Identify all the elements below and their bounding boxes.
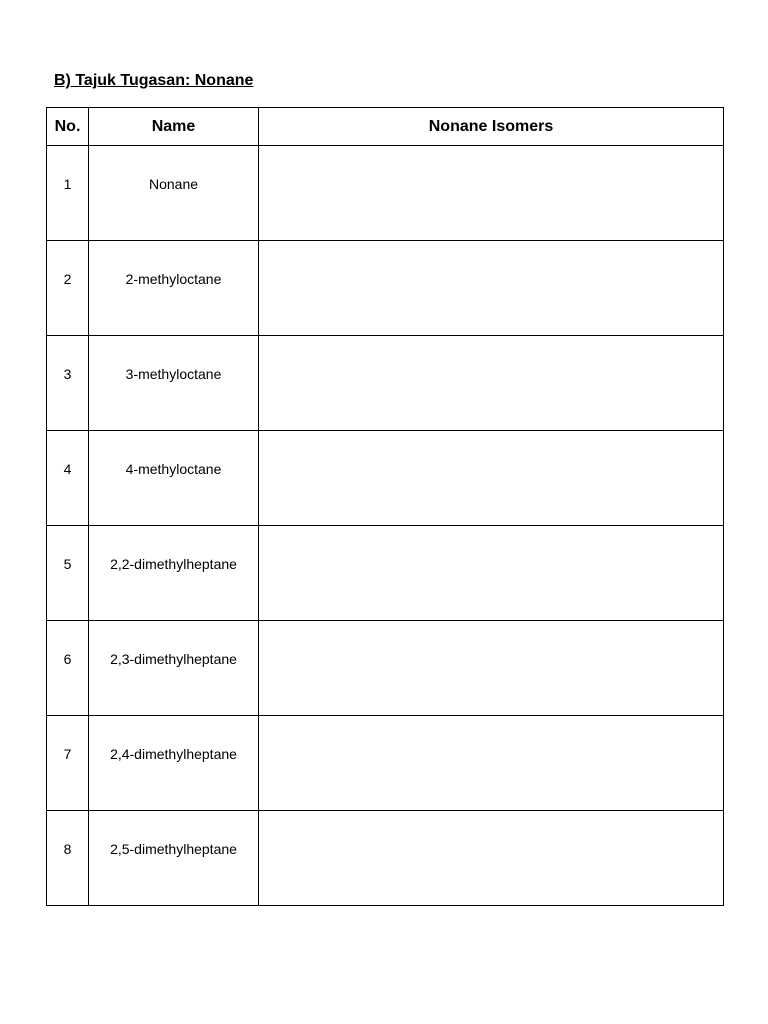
isomer-name: 2,4-dimethylheptane xyxy=(110,746,237,762)
table-row xyxy=(47,336,724,431)
table-row xyxy=(47,431,724,526)
isomer-structure xyxy=(259,146,723,176)
row-number-cell xyxy=(47,336,89,431)
table-row xyxy=(47,526,724,621)
header-name: Name xyxy=(89,108,259,146)
row-number-cell xyxy=(47,146,89,241)
row-number-cell xyxy=(47,811,89,906)
row-number: 3 xyxy=(63,366,72,382)
isomer-structure xyxy=(259,431,723,461)
isomer-name-cell xyxy=(89,431,259,526)
isomer-structure xyxy=(259,336,723,366)
row-number: 2 xyxy=(63,271,72,287)
isomer-name-cell xyxy=(89,621,259,716)
isomer-name-cell xyxy=(89,526,259,621)
isomer-name-cell xyxy=(89,146,259,241)
row-number-cell xyxy=(47,526,89,621)
isomer-name: 2,3-dimethylheptane xyxy=(110,651,237,667)
header-no: No. xyxy=(47,108,89,146)
isomer-structure-cell[interactable] xyxy=(259,146,724,241)
isomer-structure xyxy=(259,526,723,556)
row-number-cell xyxy=(47,241,89,336)
row-number: 5 xyxy=(63,556,72,572)
isomer-structure-cell[interactable] xyxy=(259,336,724,431)
isomer-structure-cell[interactable] xyxy=(259,241,724,336)
isomer-structure-cell[interactable] xyxy=(259,716,724,811)
row-number: 8 xyxy=(63,841,72,857)
header-nonane-isomers: Nonane Isomers xyxy=(259,108,724,146)
row-number: 4 xyxy=(63,461,72,477)
isomer-structure xyxy=(259,621,723,651)
isomer-structure xyxy=(259,241,723,271)
table-row xyxy=(47,811,724,906)
row-number-cell xyxy=(47,431,89,526)
isomer-name: Nonane xyxy=(148,176,199,192)
row-number-cell xyxy=(47,621,89,716)
isomer-structure-cell[interactable] xyxy=(259,526,724,621)
isomer-structure-cell[interactable] xyxy=(259,811,724,906)
table-header-row xyxy=(47,108,724,146)
row-number: 1 xyxy=(63,176,72,192)
table-row xyxy=(47,621,724,716)
row-number: 6 xyxy=(63,651,72,667)
table-row xyxy=(47,241,724,336)
isomer-name: 2,5-dimethylheptane xyxy=(110,841,237,857)
isomer-name-cell xyxy=(89,811,259,906)
page-title: B) Tajuk Tugasan: Nonane xyxy=(54,72,254,89)
isomer-structure xyxy=(259,716,723,746)
row-number-cell xyxy=(47,716,89,811)
isomer-name-cell xyxy=(89,716,259,811)
isomer-name-cell xyxy=(89,336,259,431)
table-row xyxy=(47,146,724,241)
isomer-name: 2,2-dimethylheptane xyxy=(110,556,237,572)
isomer-name: 2-methyloctane xyxy=(125,271,222,287)
isomer-structure xyxy=(259,811,723,841)
table-row xyxy=(47,716,724,811)
isomers-table xyxy=(46,107,724,906)
row-number: 7 xyxy=(63,746,72,762)
isomer-structure-cell[interactable] xyxy=(259,431,724,526)
isomer-name-cell xyxy=(89,241,259,336)
isomer-name: 3-methyloctane xyxy=(125,366,222,382)
isomer-structure-cell[interactable] xyxy=(259,621,724,716)
isomer-name: 4-methyloctane xyxy=(125,461,222,477)
